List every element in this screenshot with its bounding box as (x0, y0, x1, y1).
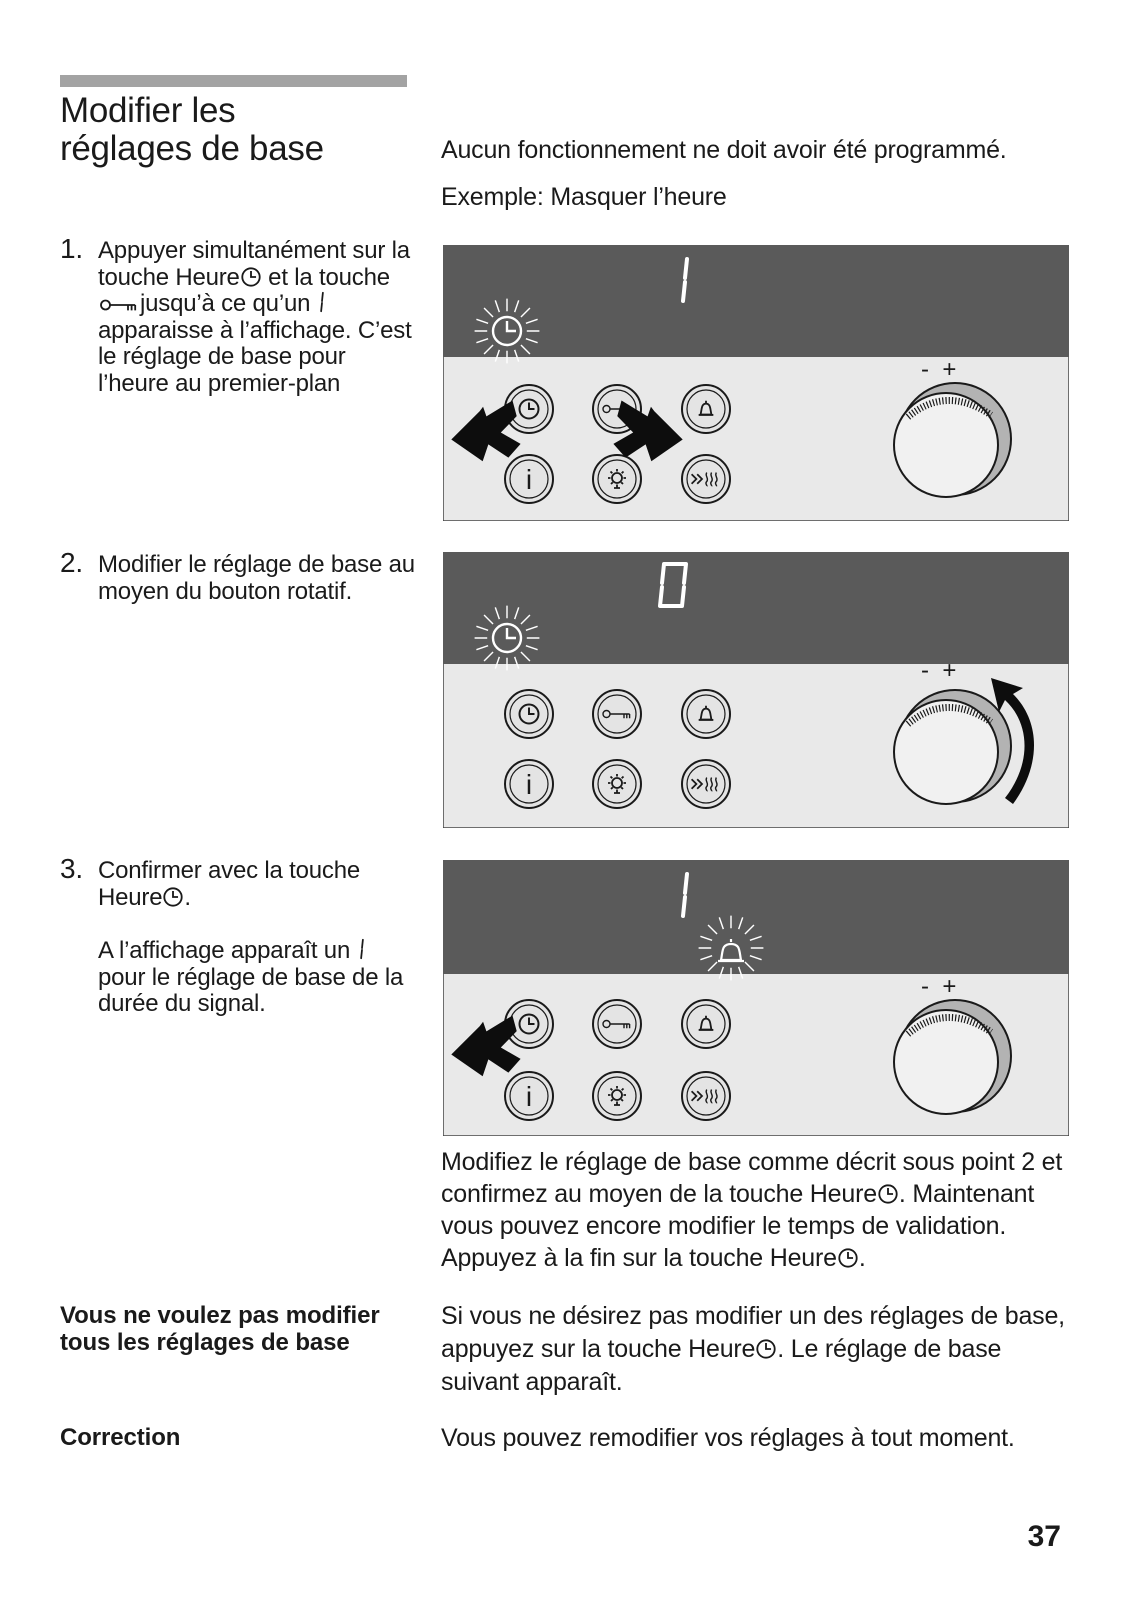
light-button[interactable] (593, 760, 641, 808)
info-button[interactable] (505, 455, 553, 503)
bell-button[interactable] (682, 690, 730, 738)
after-panels-text (441, 1146, 1081, 1274)
display-area (443, 552, 1069, 664)
correction-label: Correction (60, 1424, 181, 1451)
step-number: 3. (60, 853, 83, 884)
display-area (443, 245, 1069, 357)
step-1-text-b: et la touche (268, 263, 390, 291)
clock-icon (837, 1247, 859, 1269)
intro-condition: Aucun fonctionnement ne doit avoir été programmé. (441, 136, 1007, 164)
step-1-text-a: Appuyer simultanément sur la touche Heure (98, 237, 410, 291)
clock-button[interactable] (505, 690, 553, 738)
step-1 (60, 233, 420, 397)
digit-one-icon (317, 291, 327, 313)
rapid-heat-button[interactable] (682, 455, 730, 503)
light-button[interactable] (593, 455, 641, 503)
step-3 (60, 853, 420, 911)
rapid-heat-button[interactable] (682, 1072, 730, 1120)
control-panel-1 (443, 245, 1069, 521)
skip-text (441, 1300, 1081, 1399)
info-button[interactable] (505, 1072, 553, 1120)
bell-button[interactable] (682, 385, 730, 433)
bell-button[interactable] (682, 1000, 730, 1048)
skip-text-a: Si vous ne désirez pas modifier un des réglages de base, appuyez sur la touche Heure (441, 1302, 1065, 1363)
step-3-text-a: Confirmer avec la touche Heure (98, 857, 360, 911)
after-text-b: . Maintenant vous pouvez encore modifier le temps de validation. Appuyez à la fin sur la touche Heure (441, 1180, 1035, 1272)
flashing-clock-indicator (475, 299, 540, 364)
clock-icon (240, 266, 262, 288)
correction-text: Vous pouvez remodifier vos réglages à tout moment. (441, 1424, 1015, 1452)
page-title-line2: réglages de base (60, 129, 324, 168)
control-panel-3 (443, 860, 1069, 1136)
step-2 (60, 547, 420, 605)
key-button[interactable] (593, 690, 641, 738)
intro-example: Exemple: Masquer l’heure (441, 183, 727, 211)
step-1-text-c: jusqu’à ce qu’un (140, 290, 311, 317)
display-area (443, 860, 1069, 974)
svg-text:i: i (525, 1081, 533, 1112)
rapid-heat-button[interactable] (682, 760, 730, 808)
clock-icon (162, 886, 184, 908)
svg-text:i: i (525, 464, 533, 495)
skip-label: Vous ne voulez pas modifier tous les réglages de base (60, 1302, 380, 1356)
light-button[interactable] (593, 1072, 641, 1120)
step-1-text-d: apparaisse à l’affichage. C’est le réglage de base pour l’heure au premier-plan (98, 316, 412, 397)
page-title-line1: Modifier les (60, 91, 236, 130)
step-3-note-a: A l’affichage apparaît un (98, 937, 351, 964)
step-3-note-b: pour le réglage de base de la durée du signal. (98, 963, 404, 1017)
page-title (60, 92, 420, 168)
after-text-c: . (858, 1244, 866, 1272)
step-number: 1. (60, 233, 83, 264)
skip-text-b: . Le réglage de base suivant apparaît. (441, 1335, 1002, 1396)
key-icon (98, 296, 140, 314)
svg-text:i: i (525, 769, 533, 800)
step-3-text-b: . (184, 883, 191, 911)
step-2-text: Modifier le réglage de base au moyen du bouton rotatif. (98, 551, 415, 605)
knob-minus-plus-label: - + (921, 356, 957, 383)
page-number: 37 (1027, 1520, 1061, 1553)
clock-icon (877, 1183, 899, 1205)
digit-one-icon (357, 938, 367, 960)
info-button[interactable] (505, 760, 553, 808)
knob-minus-plus-label: - + (921, 973, 957, 1000)
section-rule (60, 75, 407, 87)
control-panel-2 (443, 552, 1069, 828)
step-number: 2. (60, 547, 83, 578)
after-text-a: Modifiez le réglage de base comme décrit sous point 2 et confirmez au moyen de la touche Heure (441, 1148, 1063, 1208)
flashing-clock-indicator (475, 606, 540, 671)
clock-icon (755, 1338, 777, 1360)
key-button[interactable] (593, 1000, 641, 1048)
knob-minus-plus-label: - + (921, 657, 957, 684)
step-3-note (98, 938, 418, 1018)
